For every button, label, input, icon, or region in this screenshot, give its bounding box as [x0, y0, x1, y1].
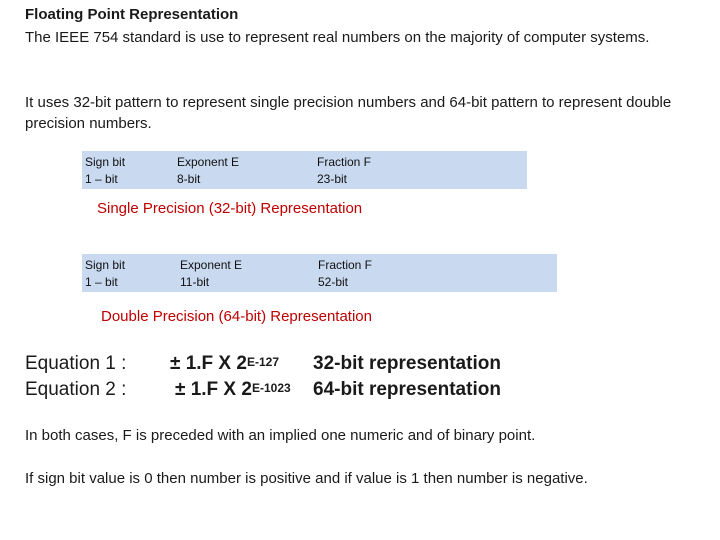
- double-fraction-label: Fraction F: [318, 258, 373, 272]
- single-exponent-size: 8-bit: [177, 172, 201, 186]
- double-precision-format: [82, 254, 557, 292]
- single-precision-caption: Single Precision (32-bit) Representation: [97, 200, 363, 217]
- equation-1-exponent: E-127: [246, 355, 279, 369]
- double-exponent-size: 11-bit: [180, 275, 210, 289]
- single-sign-label: Sign bit: [85, 155, 126, 169]
- equation-2-formula: [175, 377, 291, 403]
- double-exponent-field: [180, 257, 242, 291]
- double-precision-caption: Double Precision (64-bit) Representation: [101, 308, 372, 325]
- single-fraction-field: [317, 154, 371, 188]
- equation-2-base: ± 1.F X 2: [175, 379, 252, 400]
- single-sign-size: 1 – bit: [85, 172, 118, 186]
- double-sign-size: 1 – bit: [85, 275, 118, 289]
- single-exponent-label: Exponent E: [177, 155, 240, 169]
- equation-2-description: 64-bit representation: [313, 379, 501, 400]
- equation-1-label: Equation 1 :: [25, 353, 127, 374]
- page-title: Floating Point Representation: [25, 6, 239, 23]
- sign-bit-note: If sign bit value is 0 then number is positive and if value is 1 then number is negative.: [25, 470, 588, 487]
- double-fraction-field: [318, 257, 372, 291]
- double-sign-field: [85, 257, 125, 291]
- equation-1-description: 32-bit representation: [313, 353, 501, 374]
- equation-1-formula: [170, 351, 279, 377]
- single-precision-format: [82, 151, 527, 189]
- single-sign-field: [85, 154, 125, 188]
- intro-paragraph: The IEEE 754 standard is use to represent real numbers on the majority of computer systems.: [25, 29, 650, 46]
- single-fraction-size: 23-bit: [317, 172, 348, 186]
- implied-one-note: In both cases, F is preceded with an implied one numeric and of binary point.: [25, 427, 536, 444]
- bit-pattern-paragraph: It uses 32-bit pattern to represent single precision numbers and 64-bit pattern to represent double precision numbers.: [25, 94, 672, 132]
- single-fraction-label: Fraction F: [317, 155, 372, 169]
- equation-2-exponent: E-1023: [251, 381, 291, 395]
- double-fraction-size: 52-bit: [318, 275, 349, 289]
- equation-2-label: Equation 2 :: [25, 379, 127, 400]
- equation-1-base: ± 1.F X 2: [170, 353, 247, 374]
- single-exponent-field: [177, 154, 239, 188]
- double-sign-label: Sign bit: [85, 258, 126, 272]
- double-exponent-label: Exponent E: [180, 258, 243, 272]
